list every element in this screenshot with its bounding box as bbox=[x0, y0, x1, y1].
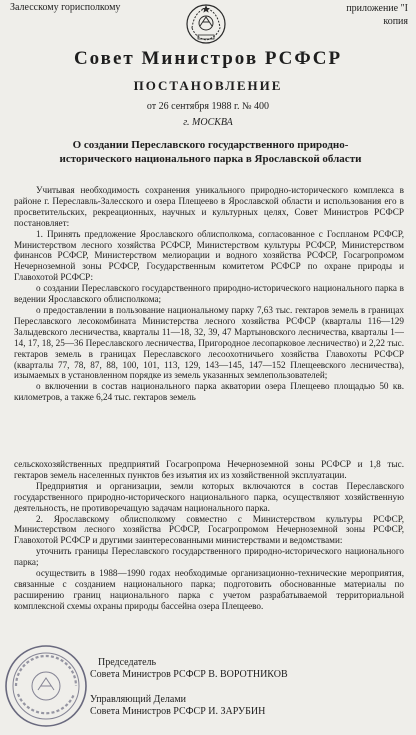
document-date: от 26 сентября 1988 г. № 400 bbox=[146, 101, 270, 112]
addressee-note: Залесскому горисполкому bbox=[10, 2, 121, 13]
paragraph: 2. Ярославскому облисполкому совместно с Министерством культуры РСФСР, Министерством лесного хозяйства РСФСР, Госагропромом Нечерноземной зоны РСФСР, Главохотой РСФСР и другими заинтересованными министерствами и ведомствами: bbox=[14, 513, 404, 546]
body-text-top bbox=[14, 185, 404, 403]
signatory-2-name: Совета Министров РСФСР И. ЗАРУБИН bbox=[90, 706, 266, 717]
state-emblem-icon bbox=[184, 2, 228, 46]
document-type: ПОСТАНОВЛЕНИЕ bbox=[133, 78, 283, 93]
document-title: О создании Переславского государственного природно-исторического национального парка в Ярославской области bbox=[59, 139, 362, 165]
body-text-bottom bbox=[14, 459, 404, 612]
paragraph: Учитывая необходимость сохранения уникального природно-исторического комплекса в районе г. Переславль-Залесского и озера Плещеево в Ярославской области и использования его в просветительских, рекреационных, научных и культурных целях, Совет Министров РСФСР постановляет: bbox=[14, 185, 404, 228]
signature-block bbox=[90, 657, 400, 718]
annex-note bbox=[346, 2, 408, 28]
annex-note-line-2: копия bbox=[383, 16, 408, 27]
signatory-1-title: Председатель bbox=[98, 657, 157, 668]
paragraph: осуществить в 1988—1990 годах необходимые организационно-технические мероприятия, связанные с созданием национального парка; подготовить обоснованные материалы по расширению границ национального парка с учетом разрабатываемой территориальной комплексной схемы охраны природы бассейна озера Плещеево. bbox=[14, 568, 404, 611]
paragraph: сельскохозяйственных предприятий Госагропрома Нечерноземной зоны РСФСР и 1,8 тыс. гектаров земель населенных пунктов без изъятия их из хозяйственной эксплуатации. bbox=[14, 459, 404, 480]
signatory-1-name: Совета Министров РСФСР В. ВОРОТНИКОВ bbox=[90, 669, 288, 680]
organization-name: Совет Министров РСФСР bbox=[73, 48, 343, 69]
document-city: г. МОСКВА bbox=[183, 117, 233, 128]
signatory-2-title: Управляющий Делами bbox=[90, 694, 187, 705]
paragraph: 1. Принять предложение Ярославского облисполкома, согласованное с Госпланом РСФСР, Министерством лесного хозяйства РСФСР, Министерством культуры РСФСР, Министерством финансов РСФСР, Министерством мелиорации и водного хозяйства РСФСР, Госагропромом Нечерноземной зоны РСФСР, Государственным комитетом РСФСР по охране природы и Главохотой РСФСР: bbox=[14, 228, 404, 283]
paragraph: уточнить границы Переславского государственного природно-исторического национального парка; bbox=[14, 546, 404, 568]
paragraph: о предоставлении в пользование национальному парку 7,63 тыс. гектаров земель в границах Переславского лесокомбината Министерства лесного хозяйства РСФСР (кварталы 116—129 Залыдевского лесничества, кварталы 11—18, 32, 39, 47 Мартыновского лесничества, кварталы 1—14, 17, 18, 25—36 Переславского лесничества, Пригородное лесопарковое лесничество) и 2,22 тыс. гектаров земель в границах Переславского лесоохотничьего хозяйства Главохоты РСФСР (кварталы 77, 78, 87, 88, 100, 101, 113, 129, 143—145, 147—152 Плещеевского лесничества), изымаемых в установленном порядке из земель указанных землепользователей; bbox=[14, 304, 404, 381]
paragraph: о включении в состав национального парка акватории озера Плещеево площадью 50 кв. километров, а также 6,24 тыс. гектаров земель bbox=[14, 381, 404, 403]
seal-stamp-icon bbox=[2, 640, 90, 732]
annex-note-line-1: приложение "I bbox=[346, 3, 408, 14]
paragraph: о создании Переславского государственного природно-исторического национального парка в ведении Ярославского облисполкома; bbox=[14, 283, 404, 305]
paragraph: Предприятия и организации, земли которых включаются в состав Переславского государственного природно-исторического национального парка, осуществляют хозяйственную деятельность, не противоречащую задачам национального парка. bbox=[14, 480, 404, 513]
